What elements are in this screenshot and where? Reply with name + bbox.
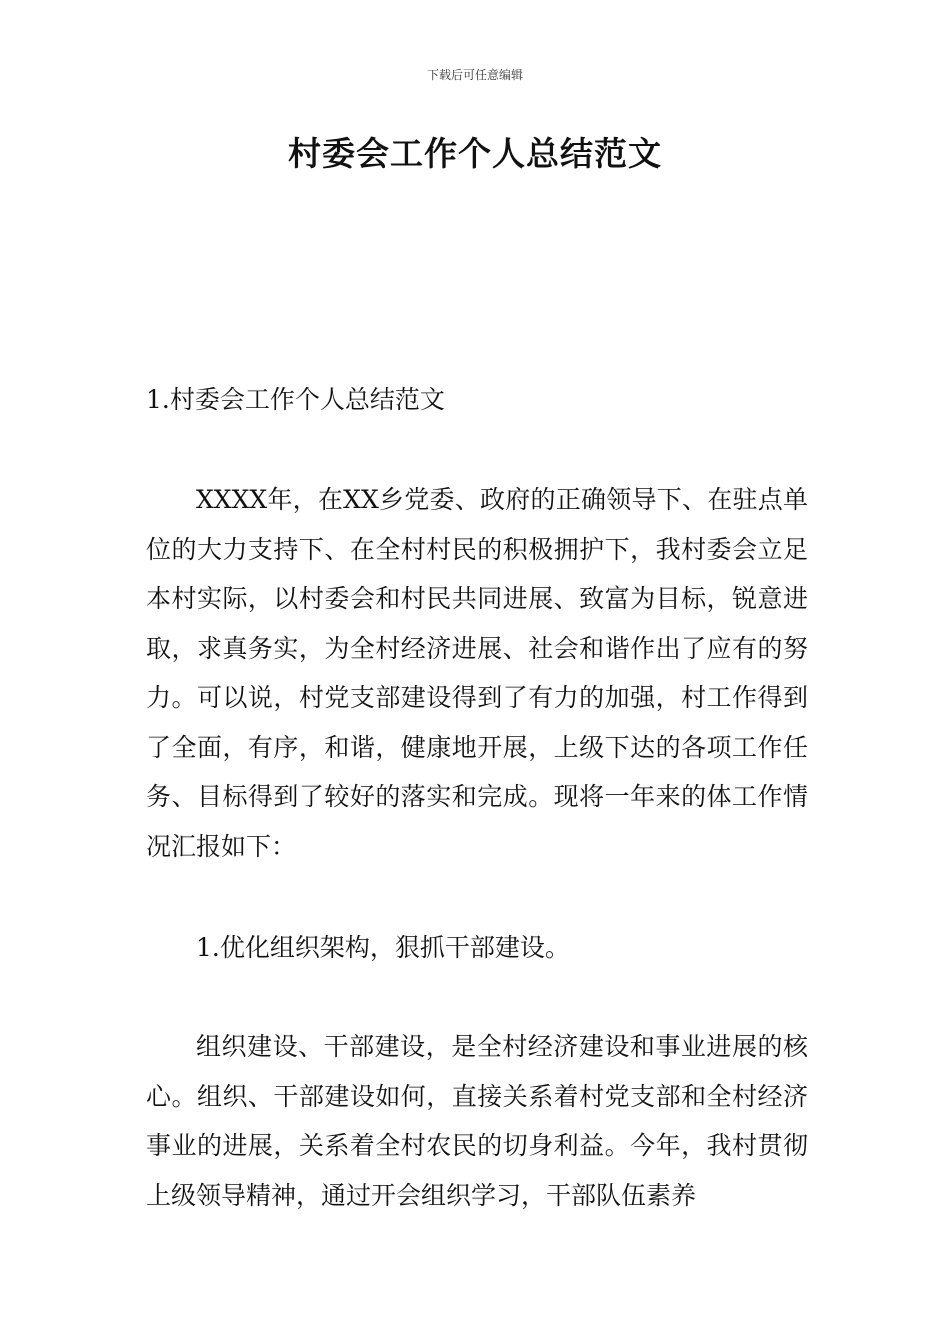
document-title: 村委会工作个人总结范文: [288, 134, 662, 173]
body-paragraph-1: XXXX年，在XX乡党委、政府的正确领导下、在驻点单位的大力支持下、在全村村民的积极拥护下，我村委会立足本村实际，以村委会和村民共同进展、致富为目标，锐意进取，求真务实，为全村经济进展、社会和谐作出了应有的努力。可以说，村党支部建设得到了有力的加强，村工作得到了全面，有序，和谐，健康地开展，上级下达的各项工作任务、目标得到了较好的落实和完成。现将一年来的体工作情况汇报如下：: [146, 485, 808, 861]
body-paragraph-2: 组织建设、干部建设，是全村经济建设和事业进展的核心。组织、干部建设如何，直接关系着村党支部和全村经济事业的进展，关系着全村农民的切身利益。今年，我村贯彻上级领导精神，通过开会组织学习，干部队伍素养: [146, 1032, 808, 1210]
header-note: 下载后可任意编辑: [426, 68, 523, 82]
subheading-1: 1.优化组织架构，狠抓干部建设。: [196, 933, 570, 962]
section-heading: 1.村委会工作个人总结范文: [146, 385, 445, 414]
